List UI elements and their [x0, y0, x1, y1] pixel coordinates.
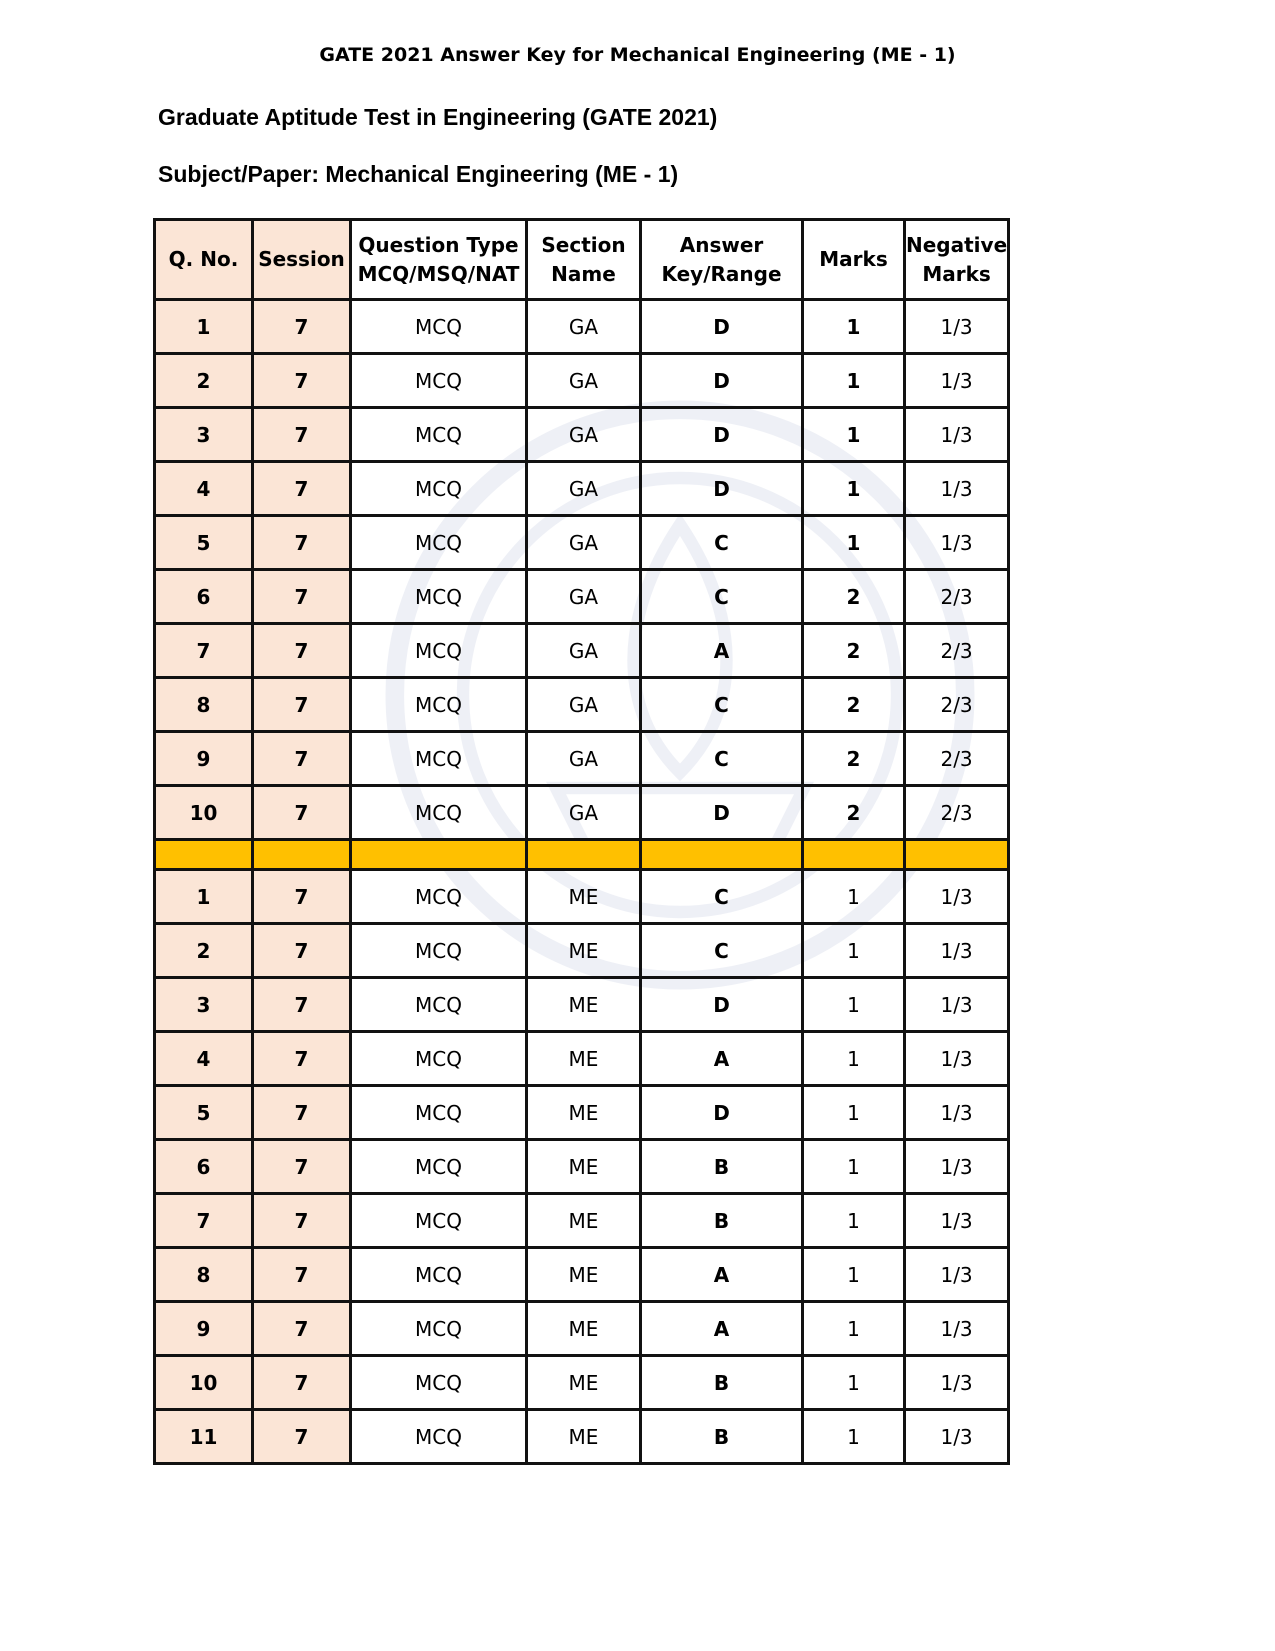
- question-type-cell: MCQ: [351, 624, 527, 678]
- negative-marks-cell: 1/3: [905, 1248, 1009, 1302]
- table-header-row: [155, 220, 1009, 300]
- marks-cell: 1: [803, 1032, 905, 1086]
- qno-cell: 2: [155, 924, 253, 978]
- answer-cell: D: [641, 786, 803, 840]
- marks-cell: 2: [803, 678, 905, 732]
- subject-line: Subject/Paper: Mechanical Engineering (ME - 1): [158, 161, 679, 187]
- marks-cell: 1: [803, 516, 905, 570]
- header-negative-line1: Negative: [906, 232, 1008, 257]
- marks-cell: 1: [803, 408, 905, 462]
- marks-cell: 2: [803, 786, 905, 840]
- section-separator-row: [155, 840, 1009, 870]
- negative-marks-cell: 1/3: [905, 516, 1009, 570]
- section-cell: ME: [527, 1356, 641, 1410]
- header-session: Session: [253, 220, 351, 300]
- qno-cell: 2: [155, 354, 253, 408]
- section-cell: ME: [527, 978, 641, 1032]
- qno-cell: 4: [155, 462, 253, 516]
- session-cell: 7: [253, 354, 351, 408]
- header-qno: Q. No.: [155, 220, 253, 300]
- qno-cell: 4: [155, 1032, 253, 1086]
- qno-cell: 1: [155, 300, 253, 354]
- negative-marks-cell: 1/3: [905, 354, 1009, 408]
- question-type-cell: MCQ: [351, 1248, 527, 1302]
- header-question-type-line2: MCQ/MSQ/NAT: [357, 261, 520, 286]
- answer-cell: A: [641, 1302, 803, 1356]
- qno-cell: 8: [155, 1248, 253, 1302]
- answer-cell: C: [641, 678, 803, 732]
- table-row: [155, 624, 1009, 678]
- marks-cell: 1: [803, 1194, 905, 1248]
- section-cell: GA: [527, 624, 641, 678]
- negative-marks-cell: 1/3: [905, 408, 1009, 462]
- answer-cell: C: [641, 570, 803, 624]
- qno-cell: 7: [155, 1194, 253, 1248]
- marks-cell: 1: [803, 1140, 905, 1194]
- marks-cell: 1: [803, 1248, 905, 1302]
- negative-marks-cell: 1/3: [905, 1194, 1009, 1248]
- negative-marks-cell: 2/3: [905, 678, 1009, 732]
- section-cell: GA: [527, 570, 641, 624]
- answer-key-table: [153, 218, 1010, 1465]
- question-type-cell: MCQ: [351, 1410, 527, 1464]
- negative-marks-cell: 1/3: [905, 1302, 1009, 1356]
- marks-cell: 2: [803, 570, 905, 624]
- question-type-cell: MCQ: [351, 1086, 527, 1140]
- table-row: [155, 462, 1009, 516]
- qno-cell: 10: [155, 786, 253, 840]
- marks-cell: 1: [803, 924, 905, 978]
- table-row: [155, 678, 1009, 732]
- negative-marks-cell: 1/3: [905, 462, 1009, 516]
- qno-cell: 6: [155, 1140, 253, 1194]
- marks-cell: 1: [803, 870, 905, 924]
- session-cell: 7: [253, 516, 351, 570]
- negative-marks-cell: 2/3: [905, 624, 1009, 678]
- question-type-cell: MCQ: [351, 786, 527, 840]
- qno-cell: 10: [155, 1356, 253, 1410]
- answer-cell: B: [641, 1356, 803, 1410]
- me-rows: [155, 870, 1009, 1464]
- answer-cell: B: [641, 1410, 803, 1464]
- session-cell: 7: [253, 1248, 351, 1302]
- section-cell: GA: [527, 354, 641, 408]
- session-cell: 7: [253, 462, 351, 516]
- header-section: [527, 220, 641, 300]
- session-cell: 7: [253, 678, 351, 732]
- header-negative-line2: Marks: [922, 261, 991, 286]
- question-type-cell: MCQ: [351, 732, 527, 786]
- session-cell: 7: [253, 624, 351, 678]
- marks-cell: 1: [803, 1410, 905, 1464]
- session-cell: 7: [253, 924, 351, 978]
- session-cell: 7: [253, 1410, 351, 1464]
- header-negative: [905, 220, 1009, 300]
- session-cell: 7: [253, 1086, 351, 1140]
- qno-cell: 7: [155, 624, 253, 678]
- separator-cell: [253, 840, 351, 870]
- question-type-cell: MCQ: [351, 516, 527, 570]
- negative-marks-cell: 1/3: [905, 1086, 1009, 1140]
- section-cell: GA: [527, 678, 641, 732]
- negative-marks-cell: 2/3: [905, 786, 1009, 840]
- table-row: [155, 300, 1009, 354]
- answer-cell: A: [641, 1032, 803, 1086]
- marks-cell: 1: [803, 978, 905, 1032]
- header-question-type-line1: Question Type: [358, 232, 519, 257]
- section-cell: GA: [527, 408, 641, 462]
- ga-rows: [155, 300, 1009, 840]
- qno-cell: 1: [155, 870, 253, 924]
- header-answer-line1: Answer: [679, 232, 764, 257]
- session-cell: 7: [253, 732, 351, 786]
- section-cell: GA: [527, 516, 641, 570]
- qno-cell: 5: [155, 516, 253, 570]
- negative-marks-cell: 1/3: [905, 1140, 1009, 1194]
- session-cell: 7: [253, 786, 351, 840]
- table-row: [155, 1194, 1009, 1248]
- marks-cell: 1: [803, 1086, 905, 1140]
- negative-marks-cell: 1/3: [905, 300, 1009, 354]
- session-cell: 7: [253, 870, 351, 924]
- question-type-cell: MCQ: [351, 678, 527, 732]
- qno-cell: 5: [155, 1086, 253, 1140]
- marks-cell: 1: [803, 462, 905, 516]
- marks-cell: 2: [803, 624, 905, 678]
- question-type-cell: MCQ: [351, 1032, 527, 1086]
- session-cell: 7: [253, 1194, 351, 1248]
- table-row: [155, 1248, 1009, 1302]
- marks-cell: 1: [803, 1356, 905, 1410]
- table-row: [155, 1140, 1009, 1194]
- table-row: [155, 732, 1009, 786]
- separator-cell: [155, 840, 253, 870]
- question-type-cell: MCQ: [351, 1356, 527, 1410]
- separator-cell: [527, 840, 641, 870]
- table-row: [155, 1302, 1009, 1356]
- section-cell: GA: [527, 300, 641, 354]
- marks-cell: 1: [803, 1302, 905, 1356]
- table-row: [155, 1356, 1009, 1410]
- qno-cell: 3: [155, 978, 253, 1032]
- negative-marks-cell: 1/3: [905, 978, 1009, 1032]
- header-answer: [641, 220, 803, 300]
- table-row: [155, 408, 1009, 462]
- separator-cell: [905, 840, 1009, 870]
- header-section-line2: Name: [551, 261, 616, 286]
- document-title: Graduate Aptitude Test in Engineering (GATE 2021): [158, 104, 718, 130]
- qno-cell: 9: [155, 732, 253, 786]
- session-cell: 7: [253, 978, 351, 1032]
- question-type-cell: MCQ: [351, 354, 527, 408]
- answer-cell: B: [641, 1140, 803, 1194]
- separator-cell: [351, 840, 527, 870]
- question-type-cell: MCQ: [351, 978, 527, 1032]
- negative-marks-cell: 2/3: [905, 570, 1009, 624]
- table-row: [155, 870, 1009, 924]
- separator-cell: [803, 840, 905, 870]
- negative-marks-cell: 1/3: [905, 1356, 1009, 1410]
- page-header: GATE 2021 Answer Key for Mechanical Engineering (ME - 1): [319, 44, 956, 66]
- table-row: [155, 354, 1009, 408]
- section-cell: ME: [527, 1032, 641, 1086]
- qno-cell: 3: [155, 408, 253, 462]
- table-row: [155, 924, 1009, 978]
- session-cell: 7: [253, 1140, 351, 1194]
- marks-cell: 2: [803, 732, 905, 786]
- answer-cell: D: [641, 408, 803, 462]
- section-cell: ME: [527, 870, 641, 924]
- question-type-cell: MCQ: [351, 408, 527, 462]
- table-row: [155, 1410, 1009, 1464]
- session-cell: 7: [253, 1356, 351, 1410]
- section-cell: ME: [527, 1302, 641, 1356]
- table-row: [155, 1086, 1009, 1140]
- negative-marks-cell: 2/3: [905, 732, 1009, 786]
- section-cell: GA: [527, 786, 641, 840]
- answer-cell: A: [641, 1248, 803, 1302]
- qno-cell: 11: [155, 1410, 253, 1464]
- question-type-cell: MCQ: [351, 1302, 527, 1356]
- section-cell: ME: [527, 1140, 641, 1194]
- negative-marks-cell: 1/3: [905, 1032, 1009, 1086]
- answer-cell: C: [641, 732, 803, 786]
- answer-cell: A: [641, 624, 803, 678]
- answer-cell: D: [641, 354, 803, 408]
- qno-cell: 6: [155, 570, 253, 624]
- section-cell: ME: [527, 924, 641, 978]
- session-cell: 7: [253, 570, 351, 624]
- answer-cell: D: [641, 1086, 803, 1140]
- session-cell: 7: [253, 1302, 351, 1356]
- marks-cell: 1: [803, 354, 905, 408]
- negative-marks-cell: 1/3: [905, 870, 1009, 924]
- header-marks: Marks: [803, 220, 905, 300]
- section-cell: ME: [527, 1086, 641, 1140]
- section-cell: ME: [527, 1194, 641, 1248]
- answer-cell: B: [641, 1194, 803, 1248]
- question-type-cell: MCQ: [351, 1140, 527, 1194]
- table-row: [155, 516, 1009, 570]
- marks-cell: 1: [803, 300, 905, 354]
- qno-cell: 8: [155, 678, 253, 732]
- separator-body: [155, 840, 1009, 870]
- question-type-cell: MCQ: [351, 1194, 527, 1248]
- question-type-cell: MCQ: [351, 300, 527, 354]
- answer-cell: C: [641, 870, 803, 924]
- qno-cell: 9: [155, 1302, 253, 1356]
- negative-marks-cell: 1/3: [905, 924, 1009, 978]
- section-cell: GA: [527, 462, 641, 516]
- table-row: [155, 786, 1009, 840]
- table-row: [155, 978, 1009, 1032]
- section-cell: GA: [527, 732, 641, 786]
- header-answer-line2: Key/Range: [661, 261, 782, 286]
- answer-cell: C: [641, 924, 803, 978]
- negative-marks-cell: 1/3: [905, 1410, 1009, 1464]
- question-type-cell: MCQ: [351, 924, 527, 978]
- header-question-type: [351, 220, 527, 300]
- header-section-line1: Section: [541, 232, 626, 257]
- section-cell: ME: [527, 1248, 641, 1302]
- session-cell: 7: [253, 300, 351, 354]
- session-cell: 7: [253, 1032, 351, 1086]
- section-cell: ME: [527, 1410, 641, 1464]
- table-row: [155, 1032, 1009, 1086]
- answer-cell: D: [641, 300, 803, 354]
- session-cell: 7: [253, 408, 351, 462]
- question-type-cell: MCQ: [351, 462, 527, 516]
- answer-cell: C: [641, 516, 803, 570]
- separator-cell: [641, 840, 803, 870]
- answer-cell: D: [641, 462, 803, 516]
- table-row: [155, 570, 1009, 624]
- answer-cell: D: [641, 978, 803, 1032]
- question-type-cell: MCQ: [351, 570, 527, 624]
- question-type-cell: MCQ: [351, 870, 527, 924]
